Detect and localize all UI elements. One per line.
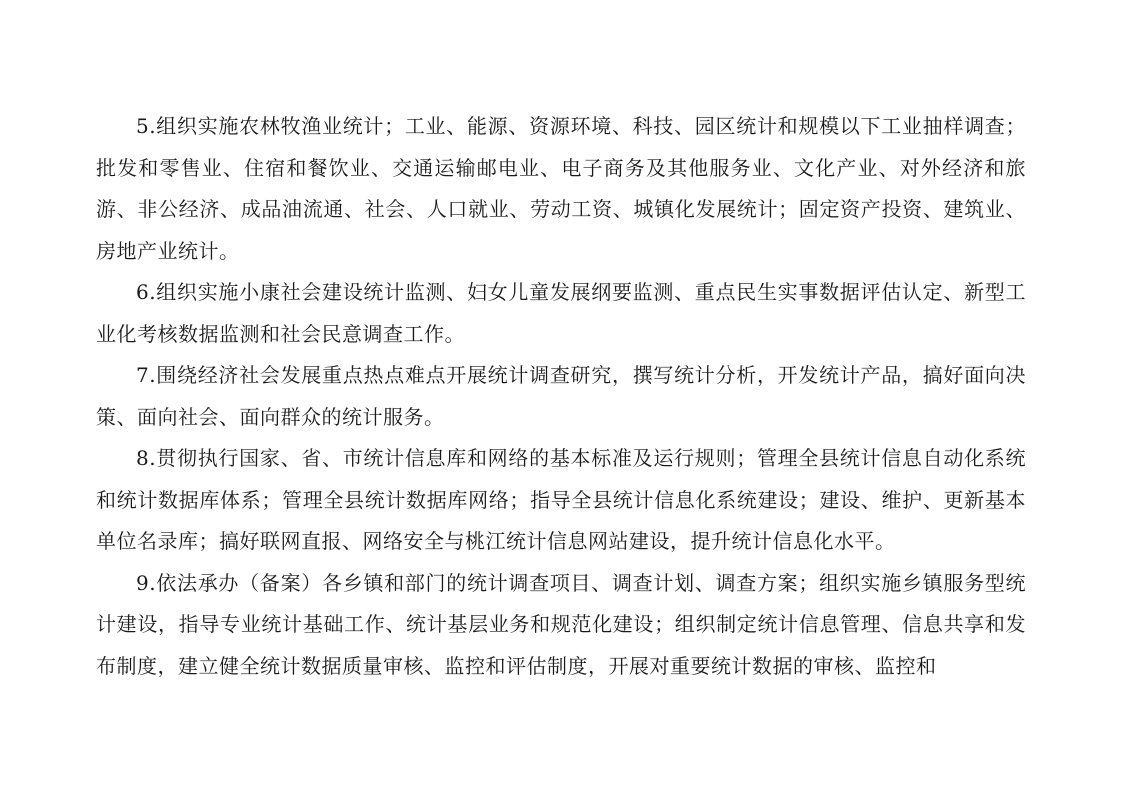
paragraph-item-5: 5.组织实施农林牧渔业统计；工业、能源、资源环境、科技、园区统计和规模以下工业抽样调查；批发和零售业、住宿和餐饮业、交通运输邮电业、电子商务及其他服务业、文化产业、对外经济和旅游、非公经济、成品油流通、社会、人口就业、劳动工资、城镇化发展统计；固定资产投资、建筑业、房地产业统计。 [96, 114, 1026, 263]
paragraph-item-8: 8.贯彻执行国家、省、市统计信息库和网络的基本标准及运行规则；管理全县统计信息自动化系统和统计数据库体系；管理全县统计数据库网络；指导全县统计信息化系统建设；建设、维护、更新基本单位名录库；搞好联网直报、网络安全与桃江统计信息网站建设，提升统计信息化水平。 [96, 446, 1026, 553]
paragraph-item-9: 9.依法承办（备案）各乡镇和部门的统计调查项目、调查计划、调查方案；组织实施乡镇服务型统计建设，指导专业统计基础工作、统计基层业务和规范化建设；组织制定统计信息管理、信息共享和发布制度，建立健全统计数据质量审核、监控和评估制度，开展对重要统计数据的审核、监控和 [96, 570, 1026, 678]
paragraph-item-7: 7.围绕经济社会发展重点热点难点开展统计调查研究，撰写统计分析，开发统计产品，搞好面向决策、面向社会、面向群众的统计服务。 [96, 363, 1026, 429]
document-body [96, 106, 1026, 687]
paragraph-item-6: 6.组织实施小康社会建设统计监测、妇女儿童发展纲要监测、重点民生实事数据评估认定、新型工业化考核数据监测和社会民意调查工作。 [96, 280, 1026, 346]
